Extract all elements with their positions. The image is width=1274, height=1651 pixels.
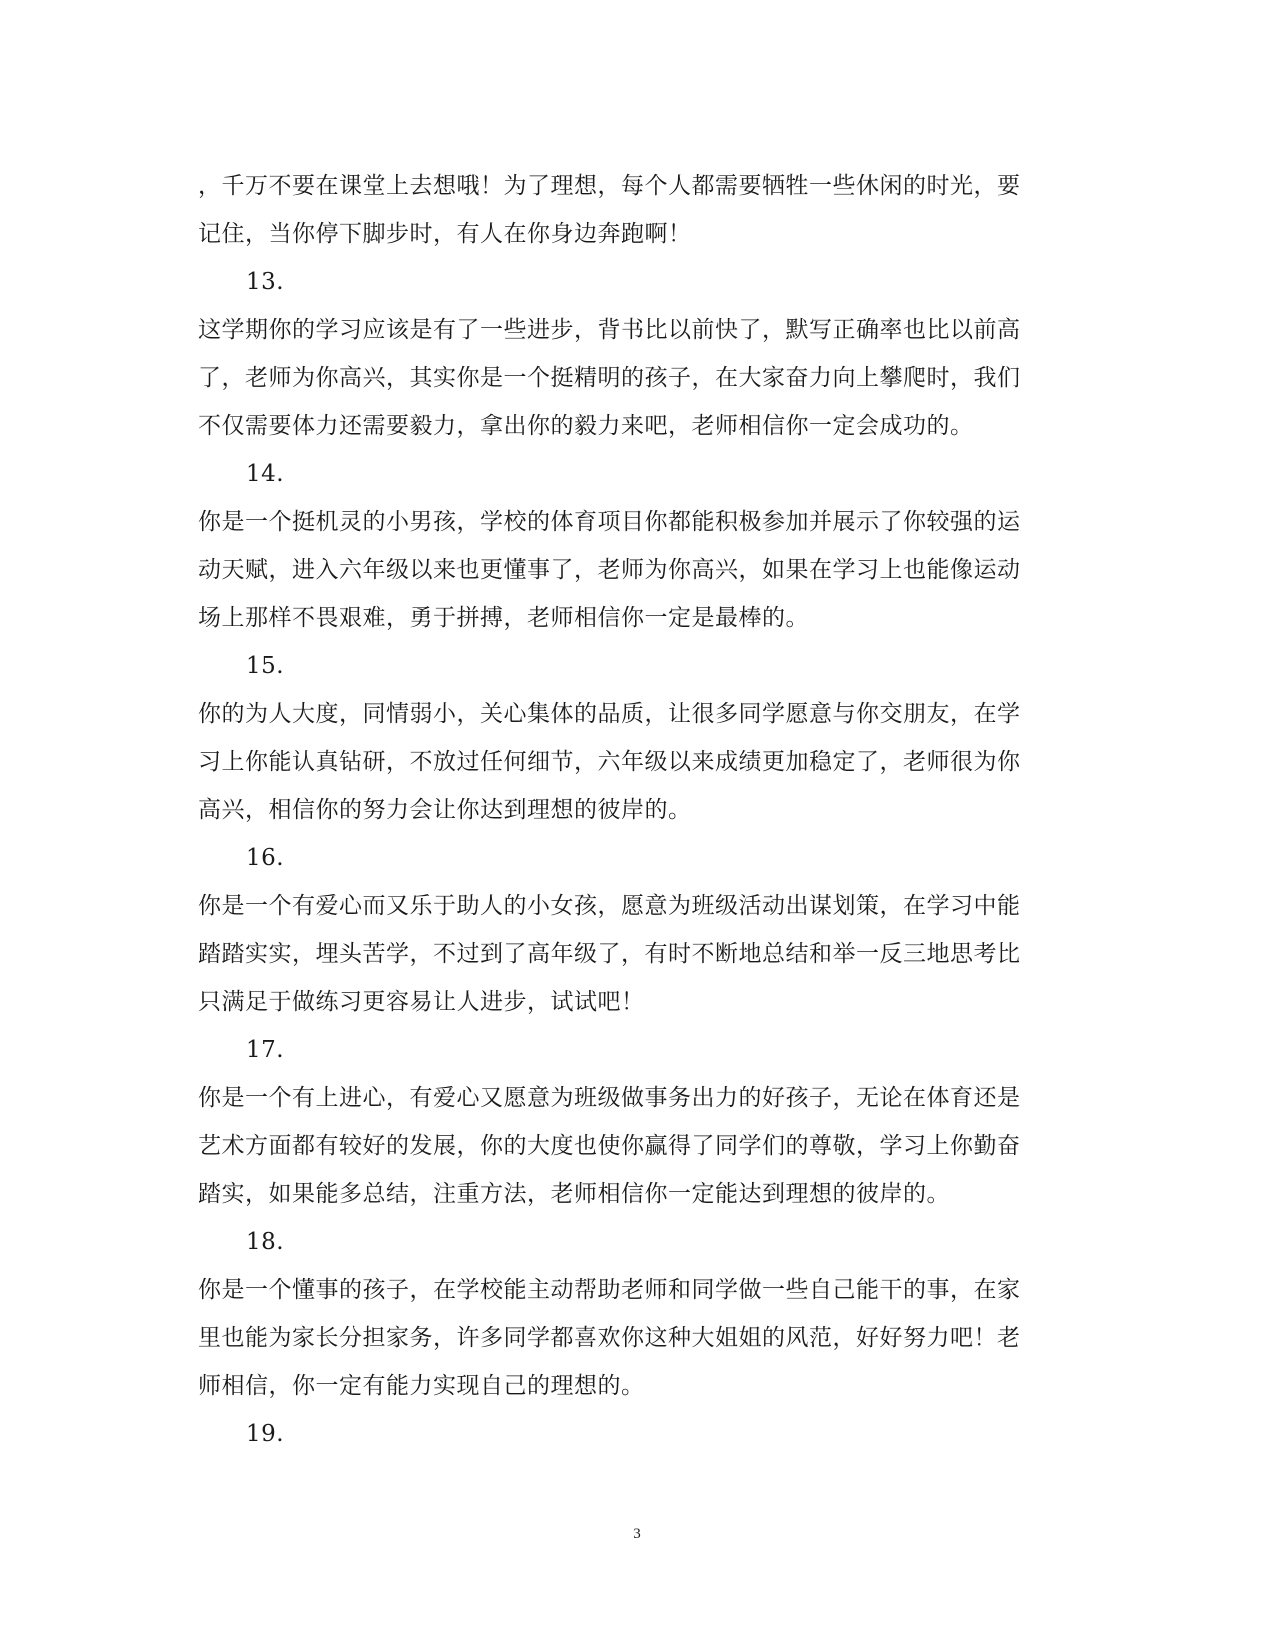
- item-number: 14.: [246, 461, 285, 487]
- document-body: [198, 162, 1078, 1458]
- item-number: 15.: [246, 653, 285, 679]
- paragraph-line: 你是一个有爱心而又乐于助人的小女孩，愿意为班级活动出谋划策，在学习中能: [198, 893, 1021, 919]
- paragraph-line: 场上那样不畏艰难，勇于拼搏，老师相信你一定是最棒的。: [198, 605, 809, 631]
- paragraph-line: 你是一个挺机灵的小男孩，学校的体育项目你都能积极参加并展示了你较强的运: [198, 509, 1021, 535]
- item-number: 16.: [246, 845, 285, 871]
- paragraph-line: 高兴，相信你的努力会让你达到理想的彼岸的。: [198, 797, 692, 823]
- paragraph-line: 了，老师为你高兴，其实你是一个挺精明的孩子，在大家奋力向上攀爬时，我们: [198, 365, 1021, 391]
- item-number: 13.: [246, 269, 285, 295]
- item-number: 17.: [246, 1037, 285, 1063]
- item-number: 18.: [246, 1229, 285, 1255]
- paragraph-line: 踏踏实实，埋头苦学，不过到了高年级了，有时不断地总结和举一反三地思考比: [198, 941, 1021, 967]
- paragraph-line: 你的为人大度，同情弱小，关心集体的品质，让很多同学愿意与你交朋友，在学: [198, 701, 1021, 727]
- paragraph-line: 踏实，如果能多总结，注重方法，老师相信你一定能达到理想的彼岸的。: [198, 1181, 950, 1207]
- paragraph-line: 你是一个有上进心，有爱心又愿意为班级做事务出力的好孩子，无论在体育还是: [198, 1085, 1021, 1111]
- paragraph-line: 记住，当你停下脚步时，有人在你身边奔跑啊！: [198, 221, 692, 247]
- paragraph-line: 动天赋，进入六年级以来也更懂事了，老师为你高兴，如果在学习上也能像运动: [198, 557, 1021, 583]
- paragraph-line: ，千万不要在课堂上去想哦！为了理想，每个人都需要牺牲一些休闲的时光，要: [198, 173, 1021, 199]
- paragraph-line: 艺术方面都有较好的发展，你的大度也使你赢得了同学们的尊敬，学习上你勤奋: [198, 1133, 1021, 1159]
- paragraph-line: 这学期你的学习应该是有了一些进步，背书比以前快了，默写正确率也比以前高: [198, 317, 1021, 343]
- page-number: 3: [633, 1526, 641, 1542]
- paragraph-line: 习上你能认真钻研，不放过任何细节，六年级以来成绩更加稳定了，老师很为你: [198, 749, 1021, 775]
- item-number: 19.: [246, 1421, 285, 1447]
- paragraph-line: 师相信，你一定有能力实现自己的理想的。: [198, 1373, 645, 1399]
- paragraph-line: 只满足于做练习更容易让人进步，试试吧！: [198, 989, 645, 1015]
- paragraph-line: 不仅需要体力还需要毅力，拿出你的毅力来吧，老师相信你一定会成功的。: [198, 413, 974, 439]
- paragraph-line: 你是一个懂事的孩子，在学校能主动帮助老师和同学做一些自己能干的事，在家: [198, 1277, 1021, 1303]
- paragraph-line: 里也能为家长分担家务，许多同学都喜欢你这种大姐姐的风范，好好努力吧！老: [198, 1325, 1021, 1351]
